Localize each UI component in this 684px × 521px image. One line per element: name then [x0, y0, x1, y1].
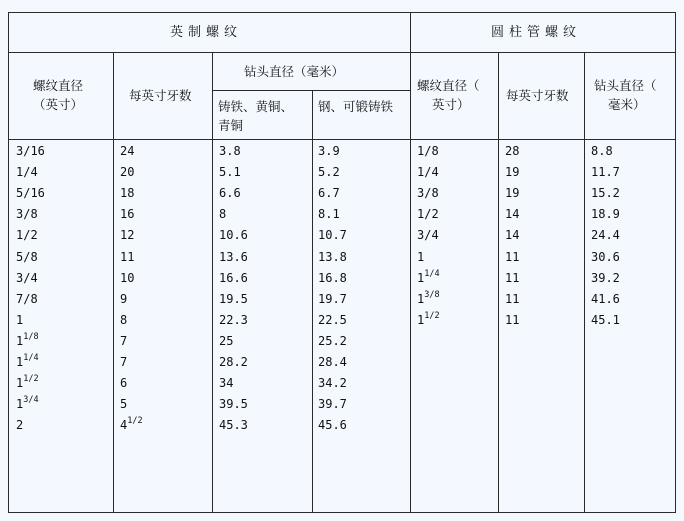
table-cell: 11 — [120, 249, 135, 264]
table-cell: 6 — [120, 376, 128, 391]
table-cell: 7/8 — [16, 291, 38, 306]
table-cell: $1^{1/2}$ — [16, 374, 39, 391]
table-cell: 25 — [219, 333, 234, 348]
table-cell: 3/4 — [16, 270, 38, 285]
table-cell: 11 — [505, 270, 520, 285]
fraction-superscript: 3/8 — [424, 289, 440, 300]
thread-diameter-header-line2: （英寸） — [33, 97, 84, 112]
table-cell: 8.1 — [318, 207, 340, 222]
tpi-header: 每英寸牙数 — [129, 88, 192, 103]
table-cell: 7 — [120, 333, 128, 348]
british-thread-title: 英制螺纹 — [170, 25, 243, 40]
table-cell: 10 — [120, 270, 135, 285]
table-cell: 45.1 — [591, 312, 620, 327]
table-cell: 6.7 — [318, 186, 340, 201]
table-cell: $1^{1/4}$ — [417, 268, 440, 285]
fraction-superscript: 1/4 — [23, 353, 39, 363]
cast-iron-header-line1: 铸铁、黄铜、 — [218, 99, 294, 114]
table-cell: 22.5 — [318, 312, 347, 327]
table-cell: $1^{1/2}$ — [417, 310, 440, 327]
fraction-superscript: 1/2 — [23, 374, 39, 385]
table-cell: 1 — [417, 249, 425, 264]
table-cell: 6.6 — [219, 186, 241, 201]
table-cell: 28.2 — [219, 355, 248, 369]
col-divider-5 — [498, 52, 499, 513]
table-cell: 34 — [219, 376, 234, 391]
table-cell: $1^{3/8}$ — [417, 289, 440, 306]
pipe-drill-header-line1: 钻头直径（ — [594, 78, 657, 93]
body-divider — [8, 139, 676, 140]
table-cell: 19 — [505, 186, 520, 201]
table-cell: 16.6 — [219, 270, 248, 285]
table-cell: 5/16 — [16, 186, 45, 201]
table-cell: 13.6 — [219, 249, 248, 264]
table-cell: 45.3 — [219, 418, 248, 433]
table-cell: 19 — [505, 165, 520, 180]
table-cell: 11 — [505, 312, 520, 327]
table-border-right — [675, 12, 676, 513]
table-cell: 8.8 — [591, 144, 613, 158]
table-cell: 1/2 — [16, 228, 38, 243]
table-cell: 2 — [16, 418, 24, 433]
table-cell: 19.5 — [219, 291, 248, 306]
table-cell: 16.8 — [318, 270, 347, 285]
table-cell: 12 — [120, 228, 135, 243]
table-cell: 15.2 — [591, 186, 620, 201]
table-cell: 30.6 — [591, 249, 620, 264]
header-divider — [8, 52, 676, 53]
table-cell: 25.2 — [318, 333, 347, 348]
table-cell: 7 — [120, 355, 128, 369]
table-cell: 1/4 — [417, 165, 439, 180]
table-border-left — [8, 12, 9, 513]
table-cell: 16 — [120, 207, 135, 222]
table-cell: 3.8 — [219, 144, 241, 158]
table-cell: 10.6 — [219, 228, 248, 243]
table-cell: 39.5 — [219, 397, 248, 412]
table-cell: 39.2 — [591, 270, 620, 285]
table-cell: 45.6 — [318, 418, 347, 433]
fraction-superscript: 1/2 — [424, 310, 440, 321]
table-cell: 19.7 — [318, 291, 347, 306]
cast-iron-header-line2: 青铜 — [218, 118, 244, 133]
table-cell: 9 — [120, 291, 128, 306]
table-cell: 5.1 — [219, 165, 241, 180]
col-divider-3 — [312, 90, 313, 513]
table-cell: 3/8 — [417, 186, 439, 201]
table-cell: 11 — [505, 291, 520, 306]
pipe-thread-title: 圆柱管螺纹 — [491, 25, 582, 40]
table-cell: 28 — [505, 144, 520, 158]
table-cell: 3.9 — [318, 144, 340, 158]
table-border-top — [8, 12, 676, 13]
pipe-thread-diameter-header-line2: 英寸） — [432, 97, 470, 112]
table-cell: $1^{3/4}$ — [16, 395, 39, 412]
fraction-superscript: 1/2 — [127, 416, 143, 427]
table-cell: $4^{1/2}$ — [120, 416, 143, 433]
thread-diameter-header-line1: 螺纹直径 — [33, 78, 84, 93]
table-cell: 1/4 — [16, 165, 38, 180]
pipe-tpi-header: 每英寸牙数 — [506, 88, 569, 103]
col-divider-1 — [113, 52, 114, 513]
table-cell: 41.6 — [591, 291, 620, 306]
col-divider-2 — [212, 52, 213, 513]
table-cell: 3/4 — [417, 228, 439, 243]
table-cell: $1^{1/4}$ — [16, 353, 39, 369]
table-cell: 39.7 — [318, 397, 347, 412]
table-cell: 34.2 — [318, 376, 347, 391]
pipe-thread-diameter-header-line1: 螺纹直径（ — [417, 78, 480, 93]
table-cell: 8 — [219, 207, 227, 222]
fraction-superscript: 3/4 — [23, 395, 39, 406]
table-cell: 11.7 — [591, 165, 620, 180]
table-cell: 1 — [16, 312, 24, 327]
table-cell: $1^{1/8}$ — [16, 331, 39, 348]
table-cell: 13.8 — [318, 249, 347, 264]
table-cell: 14 — [505, 207, 520, 222]
fraction-superscript: 1/4 — [424, 268, 440, 279]
table-cell: 22.3 — [219, 312, 248, 327]
table-cell: 24.4 — [591, 228, 620, 243]
table-cell: 14 — [505, 228, 520, 243]
table-cell: 1/8 — [417, 144, 439, 158]
table-cell: 3/16 — [16, 144, 45, 158]
table-border-bottom — [8, 512, 676, 513]
section-divider — [410, 12, 411, 513]
col-divider-6 — [584, 52, 585, 513]
table-cell: 28.4 — [318, 355, 347, 369]
table-cell: 20 — [120, 165, 135, 180]
table-cell: 1/2 — [417, 207, 439, 222]
table-cell: 5.2 — [318, 165, 340, 180]
table-cell: 8 — [120, 312, 128, 327]
fraction-superscript: 1/8 — [23, 331, 39, 342]
table-cell: 24 — [120, 144, 135, 158]
pipe-drill-header-line2: 毫米） — [608, 97, 646, 112]
drill-diameter-header: 钻头直径（毫米） — [244, 64, 345, 79]
table-cell: 5 — [120, 397, 128, 412]
table-cell: 3/8 — [16, 207, 38, 222]
table-cell: 18 — [120, 186, 135, 201]
table-cell: 10.7 — [318, 228, 347, 243]
table-cell: 11 — [505, 249, 520, 264]
table-cell: 18.9 — [591, 207, 620, 222]
table-cell: 5/8 — [16, 249, 38, 264]
steel-header: 钢、可锻铸铁 — [318, 99, 394, 114]
